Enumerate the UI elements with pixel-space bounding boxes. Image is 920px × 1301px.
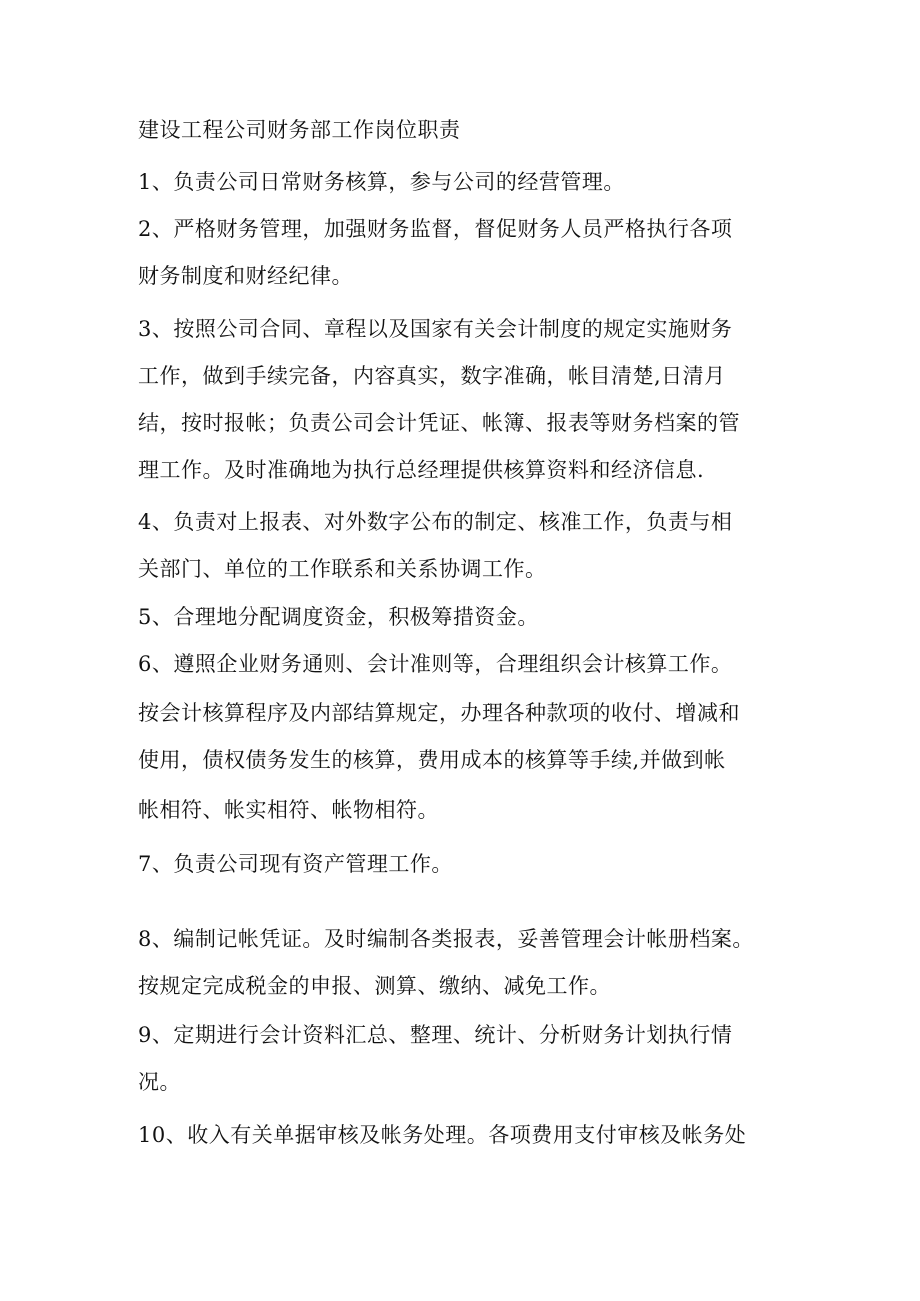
text-line: 结，按时报帐；负责公司会计凭证、帐簿、报表等财务档案的管 xyxy=(138,411,740,435)
text-line: 财务制度和财经纪律。 xyxy=(138,264,353,288)
text-line: 况。 xyxy=(138,1070,181,1094)
text-line: 按会计核算程序及内部结算规定，办理各种款项的收付、增减和 xyxy=(138,701,740,725)
text-line: 理工作。及时准确地为执行总经理提供核算资料和经济信息. xyxy=(138,458,705,482)
text-line: 9、定期进行会计资料汇总、整理、统计、分析财务计划执行情 xyxy=(138,1023,733,1047)
text-line: 3、按照公司合同、章程以及国家有关会计制度的规定实施财务 xyxy=(138,317,733,341)
text-line: 7、负责公司现有资产管理工作。 xyxy=(138,852,453,876)
text-line: 1、负责公司日常财务核算，参与公司的经营管理。 xyxy=(138,170,625,194)
text-line: 10、收入有关单据审核及帐务处理。各项费用支付审核及帐务处 xyxy=(138,1123,747,1147)
text-line: 帐相符、帐实相符、帐物相符。 xyxy=(138,798,439,822)
text-line: 按规定完成税金的申报、测算、缴纳、减免工作。 xyxy=(138,974,611,998)
text-line: 5、合理地分配调度资金，积极筹措资金。 xyxy=(138,605,539,629)
text-line: 2、严格财务管理，加强财务监督，督促财务人员严格执行各项 xyxy=(138,217,733,241)
document-title: 建设工程公司财务部工作岗位职责 xyxy=(138,118,461,142)
text-line: 8、编制记帐凭证。及时编制各类报表，妥善管理会计帐册档案。 xyxy=(138,927,754,951)
text-line: 6、遵照企业财务通则、会计准则等，合理组织会计核算工作。 xyxy=(138,652,733,676)
text-line: 工作，做到手续完备，内容真实，数字准确，帐目清楚,日清月 xyxy=(138,364,726,388)
text-line: 4、负责对上报表、对外数字公布的制定、核准工作，负责与相 xyxy=(138,510,733,534)
text-line: 使用，债权债务发生的核算，费用成本的核算等手续,并做到帐 xyxy=(138,748,726,772)
text-line: 关部门、单位的工作联系和关系协调工作。 xyxy=(138,557,547,581)
